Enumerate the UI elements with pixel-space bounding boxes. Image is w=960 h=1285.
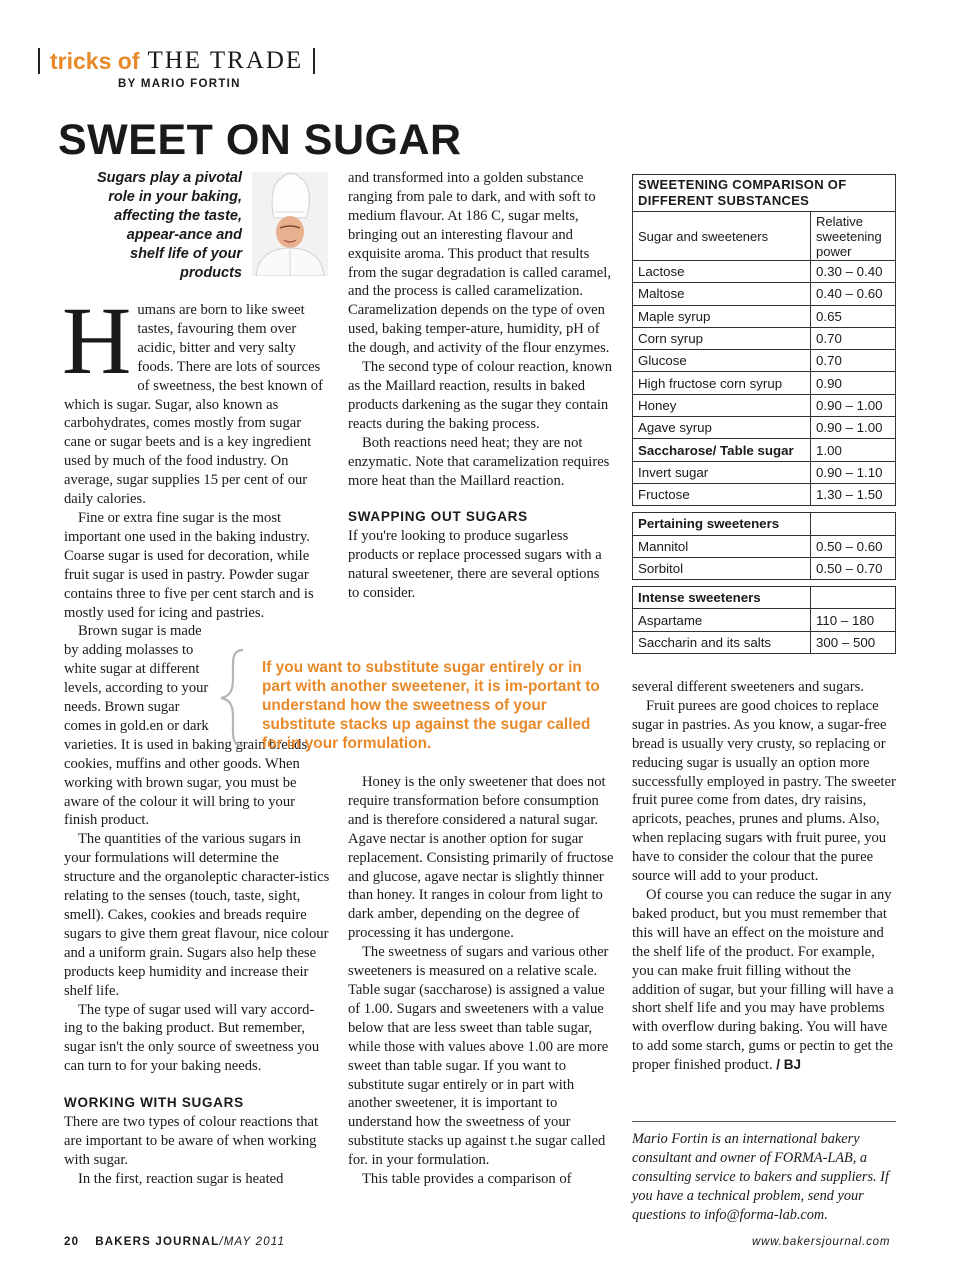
sweetening-table (632, 174, 896, 654)
table-row-name: Maltose (633, 283, 811, 305)
header-bar-right (313, 48, 315, 74)
col1-paragraph-6: There are two types of colour reactions that are important to be aware of when working with sugar. (64, 1114, 319, 1168)
table-row-value: 0.90 (811, 372, 896, 394)
table-row-name: Lactose (633, 261, 811, 283)
table-row-name: Maple syrup (633, 305, 811, 327)
col2-paragraph-2: The second type of colour reaction, known as the Maillard reaction, results in baked products darkening as the sugar they contain reacts during the baking process. (348, 359, 613, 432)
pullquote-brace (213, 648, 257, 748)
table-row-value: 0.50 – 0.60 (811, 535, 896, 557)
col1-paragraph-5: The type of sugar used will vary accord-ing to the baking product. But remember, sugar isn't the only source of sweetness you can turn to for your baking needs. (64, 1001, 320, 1075)
table-row-value: 0.90 – 1.00 (811, 394, 896, 416)
magazine-name: BAKERS JOURNAL (95, 1236, 220, 1248)
heading-working-with-sugars: WORKING WITH SUGARS (64, 1095, 244, 1111)
col3-paragraph-3-text: Of course you can reduce the sugar in any baked product, but you must remember that this will have an effect on the moisture and the shelf life of the product. For example, you can make fruit filling without the addition of sugar, but your filling will have a short shelf life and you may have problems with overflow during baking. You will have to add some starch, gums or pectin to get the proper finished product. (632, 886, 894, 1074)
table-row-name: Mannitol (633, 535, 811, 557)
column-2-upper (348, 169, 614, 603)
table-group-title: Intense sweeteners (633, 587, 811, 609)
table-row-name: Aspartame (633, 609, 811, 631)
table-group-blank (811, 513, 896, 535)
header-tricks: tricks of (50, 47, 140, 74)
pullquote: If you want to substitute sugar entirely or in part with another sweetener, it is im-portant to understand how the sweetness of your substitute stacks up against the sugar called for in your formulation. (262, 659, 600, 752)
column-2-lower (348, 773, 614, 1189)
byline: BY MARIO FORTIN (118, 78, 241, 90)
chef-photo (252, 172, 328, 276)
table-row-name: Invert sugar (633, 461, 811, 483)
col1-paragraph-7: In the first, reaction sugar is heated (78, 1170, 284, 1187)
col2-paragraph-6: The sweetness of sugars and various other sweeteners is measured on a relative scale. Table sugar (saccharose) is assigned a value of 1.00. Sugars and sweeteners with a value below that are less sweet than table sugar, while those with values above 1.00 are more sweet than table sugar. If you want to substitute sugar entirely or in part with another sweetener, it is important to understand how the sweetness of your substitute stacks up against t.he sugar called for. in your formulation. (348, 944, 609, 1169)
col2-paragraph-4: If you're looking to produce sugarless products or replace processed sugars with a natural sweetener, there are several options to consider. (348, 528, 602, 602)
article-title: SWEET ON SUGAR (58, 116, 462, 164)
table-caption: SWEETENING COMPARISON OF DIFFERENT SUBSTANCES (633, 175, 896, 212)
page-number: 20 (64, 1236, 80, 1248)
col1-paragraph-1: umans are born to like sweet tastes, favouring them over acidic, bitter and very salty foods. There are lots of sources of sweetness, the best known of which is sugar. Sugar, also known as carbohydrates, comes mostly from sugar cane or sugar beets and is a key ingredient used by much of the food industry. On average, sugar supplies 15 per cent of our daily calories. (64, 302, 323, 508)
table-group-title: Pertaining sweeteners (633, 513, 811, 535)
table-row-value: 1.30 – 1.50 (811, 483, 896, 505)
col1-paragraph-3-text: Brown sugar is made by adding molasses to white sugar at different levels, according to your needs. Brown sugar comes in gold.en or dark varieties. It is used in baking grain breads, cookies, muffins and other goods. When working with brown sugar, you must be aware of the colour it will bring to your finish product. (64, 623, 311, 829)
table-header-sweeteners: Sugar and sweeteners (633, 212, 811, 261)
table-row-name: Sorbitol (633, 557, 811, 579)
col1-paragraph-2: Fine or extra fine sugar is the most important one used in the baking industry. Coarse sugar is used for decoration, while fruit sugar is used in pastry. Powder sugar contains three to five per cent starch and is mostly used for icing and pastries. (64, 509, 314, 621)
header-trade: THE TRADE (147, 47, 304, 74)
table-gap (633, 506, 896, 513)
col1-paragraph-4: The quantities of the various sugars in your formulations will determine the structure and the organoleptic character-istics relating to the senses (touch, taste, sight, smell). Cakes, cookies and breads require sugars to give them great flavour, nice colour and a uniform grain. Sugars also help these products keep humidity and increase their shelf life. (64, 831, 330, 999)
table-header-power: Relative sweetening power (811, 212, 896, 261)
col3-paragraph-1: several different sweeteners and sugars. (632, 679, 864, 695)
table-row-name: Saccharin and its salts (633, 631, 811, 653)
table-row-value: 110 – 180 (811, 609, 896, 631)
table-row-value: 1.00 (811, 439, 896, 461)
table-row-value: 300 – 500 (811, 631, 896, 653)
col3-paragraph-2: Fruit purees are good choices to replace sugar in pastries. As you know, a sugar-free bread is usually very crusty, so replacing or reducing sugar is usually an option more successfully employed in pastry. The sweeter fruit puree come from dates, dry raisins, apricots, peaches, prunes and plums. Also, when replacing sugars with fruit puree, you have to consider the colour that the puree source will add to your product. (632, 697, 896, 885)
col2-paragraph-7: This table provides a comparison of (362, 1171, 572, 1188)
table-row-value: 0.30 – 0.40 (811, 261, 896, 283)
table-row-value: 0.90 – 1.00 (811, 417, 896, 439)
table-row-value: 0.50 – 0.70 (811, 557, 896, 579)
intro-deck: Sugars play a pivotal role in your baking, affecting the taste, appear-ance and shelf life of your products (96, 170, 242, 281)
col3-paragraph-3 (632, 886, 896, 1075)
heading-swapping-out-sugars: SWAPPING OUT SUGARS (348, 509, 528, 525)
table-row-name: Corn syrup (633, 327, 811, 349)
table-row-name: Saccharose/ Table sugar (633, 439, 811, 461)
col2-paragraph-5: Honey is the only sweetener that does not require transformation before consumption and is therefore considered a natural sugar. Agave nectar is another option for sugar replacement. Consisting primarily of fructose and glucose, agave nectar is slightly thinner than honey. It ranges in colour from light to dark amber, depending on the degree of processing it has undergone. (348, 774, 614, 942)
table-group-blank (811, 587, 896, 609)
table-row-value: 0.70 (811, 350, 896, 372)
footer-url[interactable]: www.bakersjournal.com (752, 1236, 891, 1248)
bio-divider (632, 1121, 896, 1122)
signoff: / BJ (776, 1057, 802, 1073)
section-header (38, 44, 315, 78)
header-bar-left (38, 48, 40, 74)
table-row-name: Fructose (633, 483, 811, 505)
table-row-value: 0.40 – 0.60 (811, 283, 896, 305)
drop-cap: H (62, 287, 132, 394)
col2-paragraph-3: Both reactions need heat; they are not enzymatic. Note that caramelization requires more heat than the Maillard reaction. (348, 434, 610, 489)
table-row-name: Glucose (633, 350, 811, 372)
table-row-name: Honey (633, 394, 811, 416)
issue-date: /MAY 2011 (219, 1236, 286, 1248)
col2-paragraph-1: and transformed into a golden substance ranging from pale to dark, and with soft to medium flavour. At 186 C, sugar melts, bringing out an interesting flavour and exquisite aroma. This product that results from the sugar degradation is called caramel, and the process is called caramelization. Caramelization depends on the type of oven used, baking temper-ature, humidity, pH of the dough, and activity of the flour enzymes. (348, 170, 611, 357)
author-bio: Mario Fortin is an international bakery consultant and owner of FORMA-LAB, a consulting service to bakers and suppliers. If you have a technical problem, send your questions to info@forma-lab.com. (632, 1131, 889, 1223)
table-row-value: 0.70 (811, 327, 896, 349)
column-3 (632, 678, 896, 1075)
footer-left (64, 1236, 285, 1248)
table-row-value: 0.65 (811, 305, 896, 327)
table-gap (633, 580, 896, 587)
table-row-name: High fructose corn syrup (633, 372, 811, 394)
table-row-name: Agave syrup (633, 417, 811, 439)
table-row-value: 0.90 – 1.10 (811, 461, 896, 483)
